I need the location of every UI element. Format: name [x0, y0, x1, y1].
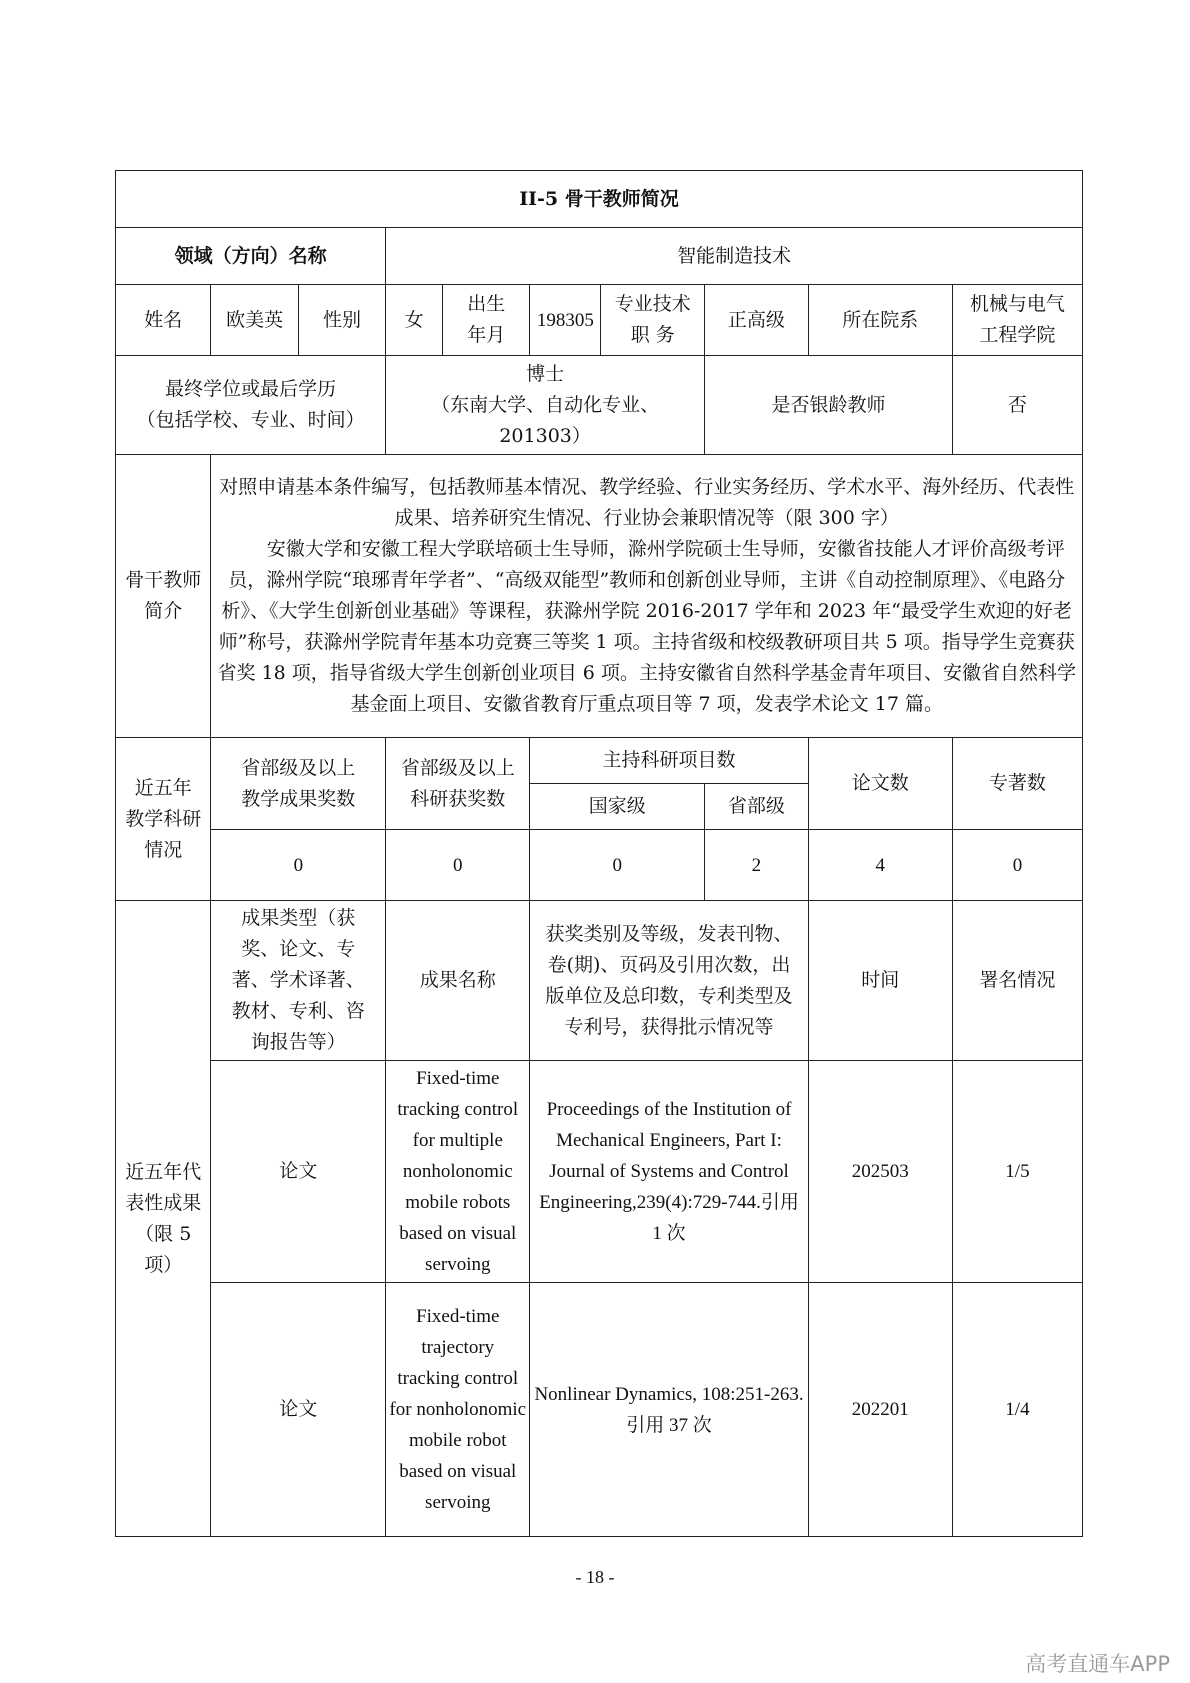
- name-value: 欧美英: [211, 285, 298, 356]
- books-label: 专著数: [952, 738, 1082, 830]
- bio-text: 安徽大学和安徽工程大学联培硕士生导师，滁州学院硕士生导师，安徽省技能人才评价高级考评员，滁州学院“琅琊青年学者”、“高级双能型”教师和创新创业导师，主讲《自动控制原理》、《电路分析》、《大学生创新创业基础》等课程，获滁州学院 2016-2017 学年和 2023 年“最受学生欢迎的好老师”称号，获滁州学院青年基本功竞赛三等奖 1 项。主持省级和校级教研项目共 5 项。指导学生竞赛获省奖 18 项，指导省级大学生创新创业项目 6 项。主持安徽省自然科学基金青年项目、安徽省自然科学基金面上项目、安徽省教育厅重点项目等 7 项，发表学术论文 17 篇。: [217, 538, 1076, 715]
- books-value: 0: [952, 830, 1082, 901]
- item-name: Fixed-time tracking control for multiple nonholonomic mobile robots based on visual servoing: [386, 1061, 530, 1283]
- dept-label: 所在院系: [808, 285, 952, 356]
- papers-label: 论文数: [808, 738, 952, 830]
- item-sign: 1/5: [952, 1061, 1082, 1283]
- bio-label: 骨干教师 简介: [116, 455, 211, 738]
- degree-label: 最终学位或最后学历 （包括学校、专业、时间）: [116, 356, 386, 455]
- national-value: 0: [530, 830, 705, 901]
- gender-label: 性别: [298, 285, 385, 356]
- birth-value: 198305: [530, 285, 601, 356]
- section-title: II-5 骨干教师简况: [116, 171, 1083, 228]
- item-type: 论文: [211, 1061, 386, 1283]
- item-detail: Proceedings of the Institution of Mechanical Engineers, Part I: Journal of Systems and Control Engineering,239(4):729-744.引用 1 次: [530, 1061, 808, 1283]
- bio-cell: [211, 455, 1083, 738]
- papers-value: 4: [808, 830, 952, 901]
- teaching-awards-label: 省部级及以上 教学成果奖数: [211, 738, 386, 830]
- provincial-value: 2: [705, 830, 809, 901]
- provincial-label: 省部级: [705, 784, 809, 830]
- projects-label: 主持科研项目数: [530, 738, 808, 784]
- page-number: - 18 -: [575, 1567, 615, 1587]
- senior-label: 是否银龄教师: [705, 356, 953, 455]
- field-label: 领域（方向）名称: [116, 228, 386, 285]
- senior-value: 否: [952, 356, 1082, 455]
- title-label: 专业技术 职 务: [601, 285, 705, 356]
- item-time: 202503: [808, 1061, 952, 1283]
- header-type: 成果类型（获 奖、论文、专 著、学术译著、 教材、专利、咨 询报告等）: [211, 901, 386, 1061]
- research-awards-value: 0: [386, 830, 530, 901]
- national-label: 国家级: [530, 784, 705, 830]
- dept-value: 机械与电气 工程学院: [952, 285, 1082, 356]
- achievements-label: 近五年代 表性成果 （限 5 项）: [116, 901, 211, 1537]
- header-detail: 获奖类别及等级，发表刊物、 卷(期)、页码及引用次数，出 版单位及总印数，专利类型及 专利号，获得批示情况等: [530, 901, 808, 1061]
- degree-value: 博士 （东南大学、自动化专业、 201303）: [386, 356, 705, 455]
- teacher-profile-table: [115, 170, 1083, 1537]
- stats-label: 近五年 教学科研 情况: [116, 738, 211, 901]
- item-type: 论文: [211, 1283, 386, 1537]
- header-sign: 署名情况: [952, 901, 1082, 1061]
- research-awards-label: 省部级及以上 科研获奖数: [386, 738, 530, 830]
- birth-label: 出生 年月: [443, 285, 530, 356]
- item-time: 202201: [808, 1283, 952, 1537]
- table-row: [116, 1061, 1083, 1283]
- gender-value: 女: [386, 285, 443, 356]
- item-name: Fixed-time trajectory tracking control for nonholonomic mobile robot based on visual servoing: [386, 1283, 530, 1537]
- header-name: 成果名称: [386, 901, 530, 1061]
- teaching-awards-value: 0: [211, 830, 386, 901]
- header-time: 时间: [808, 901, 952, 1061]
- item-sign: 1/4: [952, 1283, 1082, 1537]
- watermark: 高考直通车APP: [1025, 1652, 1170, 1676]
- name-label: 姓名: [116, 285, 211, 356]
- table-row: [116, 1283, 1083, 1537]
- field-value: 智能制造技术: [386, 228, 1083, 285]
- title-value: 正高级: [705, 285, 809, 356]
- item-detail: Nonlinear Dynamics, 108:251-263.引用 37 次: [530, 1283, 808, 1537]
- bio-instruction: 对照申请基本条件编写，包括教师基本情况、教学经验、行业实务经历、学术水平、海外经历、代表性成果、培养研究生情况、行业协会兼职情况等（限 300 字）: [219, 476, 1075, 529]
